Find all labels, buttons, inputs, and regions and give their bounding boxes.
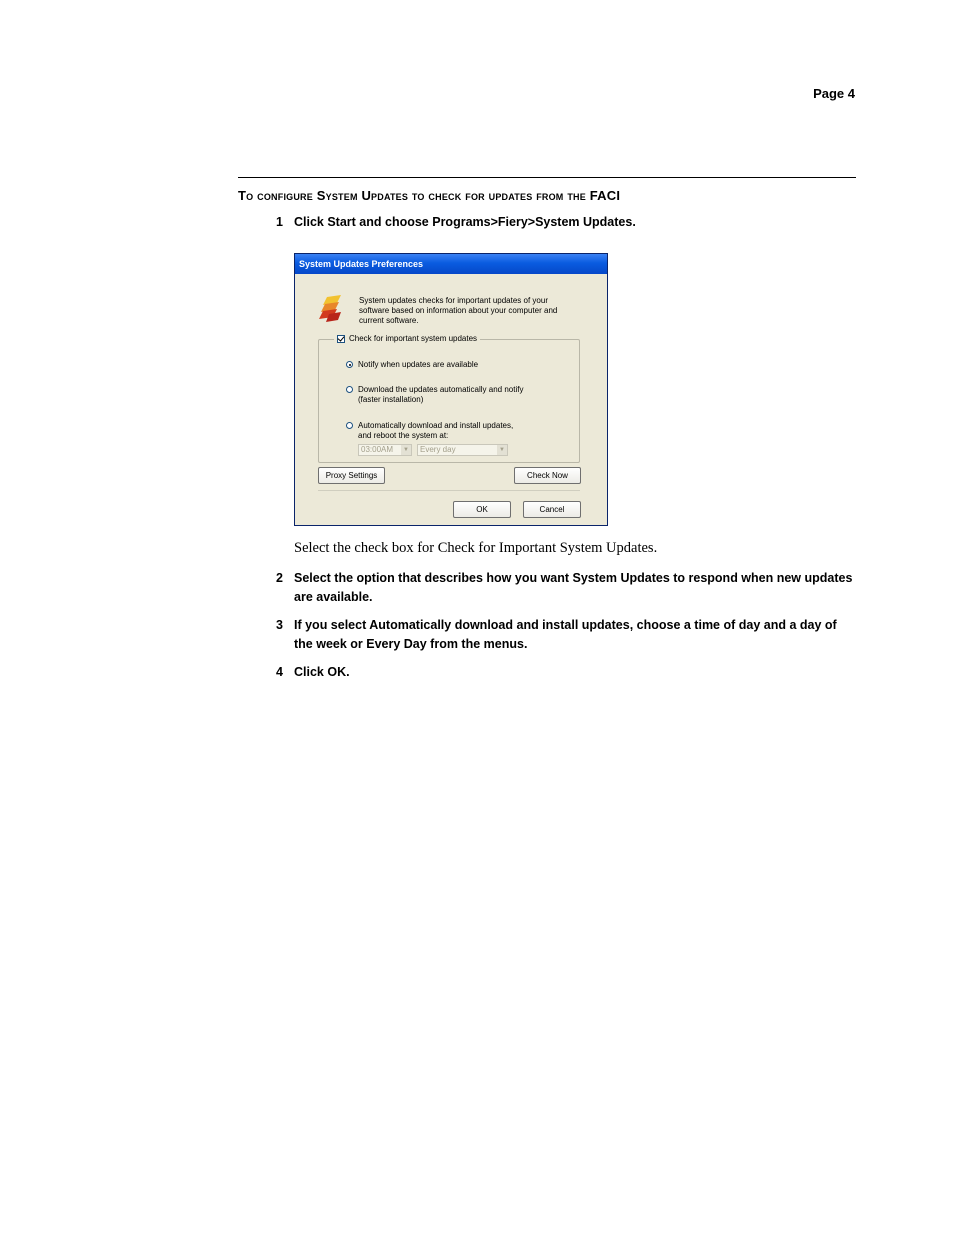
step-number: 2: [276, 571, 283, 585]
intro-text: System updates checks for important updates of your software based on information about your computer and current software.: [359, 296, 558, 325]
radio-notify[interactable]: [346, 361, 353, 368]
chevron-down-icon: ▼: [497, 445, 507, 455]
step-number: 4: [276, 665, 283, 679]
step-3: [276, 616, 856, 654]
check-updates-label: Check for important system updates: [349, 334, 478, 343]
chevron-down-icon: ▼: [401, 445, 411, 455]
dialog-title: System Updates Preferences: [295, 254, 607, 274]
section-rule: [238, 177, 856, 178]
page-number: Page 4: [813, 86, 855, 101]
step-2: [276, 569, 856, 607]
system-updates-icon: [319, 294, 349, 324]
check-updates-checkbox[interactable]: [337, 335, 345, 343]
system-updates-preferences-dialog: [294, 253, 608, 526]
step-number: 1: [276, 215, 283, 229]
time-select[interactable]: 03:00AM ▼: [358, 444, 412, 456]
option-label: Notify when updates are available: [358, 360, 479, 369]
option-label: Automatically download and install updates, and reboot the system at:: [358, 421, 514, 440]
day-select[interactable]: Every day ▼: [417, 444, 508, 456]
section-heading: To configure System Updates to check for updates from the FACI: [238, 188, 621, 203]
option-notify[interactable]: [346, 360, 478, 370]
step-text: Select the option that describes how you want System Updates to respond when new updates are available.: [294, 571, 853, 604]
radio-download-notify[interactable]: [346, 386, 353, 393]
dialog-separator: [318, 490, 580, 491]
step-4: [276, 663, 856, 682]
option-download-notify[interactable]: [346, 385, 523, 405]
step-text: If you select Automatically download and install updates, choose a time of day and a day of the week or Every Day from the menus.: [294, 618, 837, 651]
radio-auto-install[interactable]: [346, 422, 353, 429]
option-label: Download the updates automatically and notify (faster installation): [358, 385, 524, 404]
option-auto-install[interactable]: [346, 421, 513, 441]
instruction-text: Select the check box for Check for Important System Updates.: [294, 540, 658, 556]
step-text: Click OK.: [294, 665, 350, 679]
ok-button[interactable]: OK: [453, 501, 511, 518]
updates-groupbox: [318, 334, 580, 463]
proxy-settings-button[interactable]: Proxy Settings: [318, 467, 385, 484]
check-now-button[interactable]: Check Now: [514, 467, 581, 484]
step-number: 3: [276, 618, 283, 632]
check-updates-checkbox-row[interactable]: [334, 334, 480, 343]
cancel-button[interactable]: Cancel: [523, 501, 581, 518]
step-1: [276, 213, 856, 232]
step-text: Click Start and choose Programs>Fiery>System Updates.: [294, 215, 636, 229]
